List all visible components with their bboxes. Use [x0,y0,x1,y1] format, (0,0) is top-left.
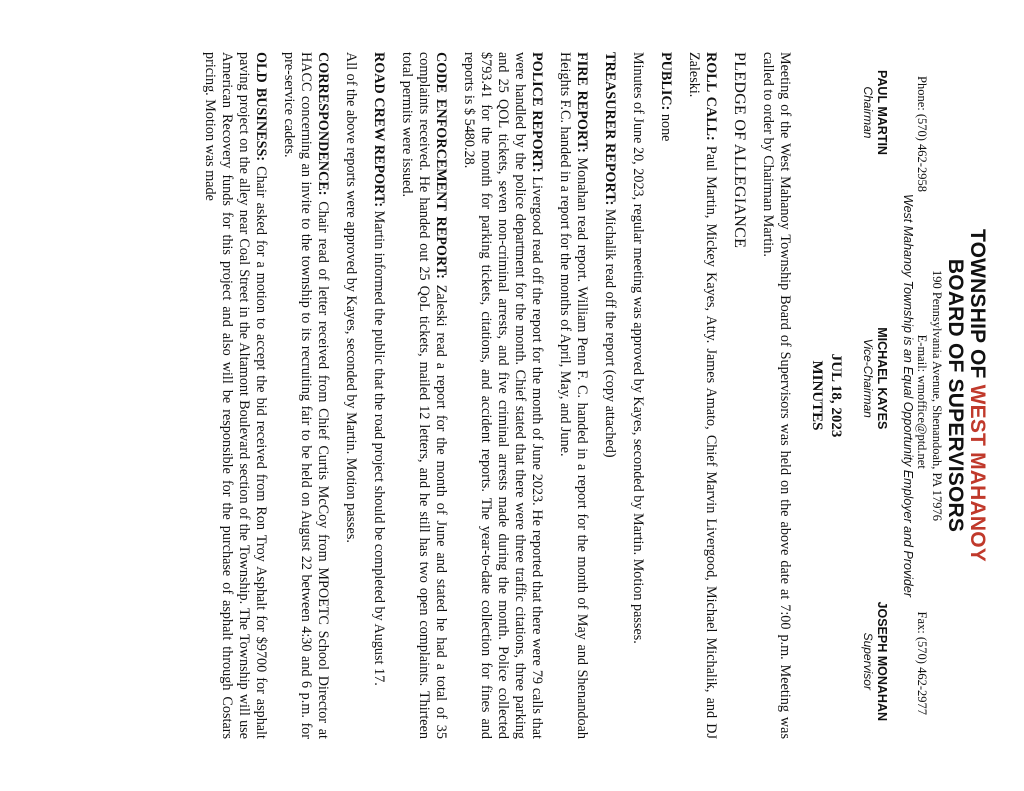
contact-row [915,52,929,739]
officers-row [861,52,889,739]
section-text: Monahan read report. William Penn F. C. handed in a report for the month of May and Shenandoah Heights F.C. handed in a report for the months of April, May, and June. [557,52,590,740]
fax-number: Fax: (570) 462-2977 [915,611,929,715]
section-text: Chair read of letter received from Chief Curtis McCoy from MPOETC School Director at HACC concerning an invite to the township to its recruiting fair to be held on August 22 between 4:30 and 6 p.m. for pre-service cadets. [281,52,331,739]
section-text: Martin informed the public that the road project should be completed by August 17. [371,207,387,686]
section-label: ROLL CALL: [703,52,719,141]
section-label: ROAD CREW REPORT: [371,52,387,208]
treasurer-paragraph [601,52,618,739]
officer-name: MICHAEL KAYES [875,327,889,430]
email-address: E-mail: wmoffice@ptd.net [915,334,929,469]
pledge-heading: PLEDGE OF ALLEGIANCE [731,52,748,249]
officer-chairman [861,70,889,155]
minutes-approval-paragraph: Minutes of June 20, 2023, regular meeting was approved by Kayes, seconded by Martin. Motion passes. [630,52,646,644]
fire-paragraph [556,52,590,739]
section-text: none [658,110,674,142]
equal-opportunity-statement: West Mahanoy Township is an Equal Opportunity Employer and Provider [901,194,915,597]
roll-call-paragraph [685,52,719,739]
section-text: Paul Martin, Mickey Kayes, Atty. James Amato, Chief Marvin Livergood, Michael Michalik, and DJ Zaleski. [686,52,719,739]
officer-role: Vice-Chairman [861,338,875,418]
officer-name: JOSEPH MONAHAN [875,601,889,721]
section-text: Michalik read off the report (copy attached) [602,205,618,458]
old-business-paragraph [201,52,269,739]
section-label: CORRESPONDENCE: [315,52,331,196]
section-label: CODE ENFORCEMENT REPORT: [433,52,449,279]
section-label: OLD BUSINESS: [253,52,269,162]
section-label: PUBLIC: [658,52,674,111]
intro-paragraph: Meeting of the West Mahanoy Township Board of Supervisors was held on the above date at 7:00 p.m. Meeting was called to order by Chairman Martin. [760,52,793,739]
address-line: 190 Pennsylvania Avenue, Shenandoah, PA 17976 [930,269,944,522]
correspondence-paragraph [280,52,331,739]
section-text: Zaleski read a report for the month of June and stated he had a total of 35 complaints received. He handed out 25 QoL tickets, mailed 12 letters, and he still has two open complaints. Thirteen total permits were issued. [399,52,449,739]
officer-vice-chairman [861,327,889,429]
code-enforcement-paragraph [398,52,449,739]
reports-approved-paragraph: All of the above reports were approved by Kayes, seconded by Martin. Motion passes. [343,52,359,543]
phone-number: Phone: (570) 462-2958 [915,76,929,192]
officer-name: PAUL MARTIN [875,70,889,155]
section-text: Chair asked for a motion to accept the bid received from Ron Troy Asphalt for $9700 for asphalt paving project on the alley near Coal Street in the Altamont Boulevard section of the Township. The Township will use American Recovery funds for this project and also will be responsible for the purchase of asphalt through Costars pricing. Motion was made [202,52,269,739]
police-paragraph [460,52,545,739]
township-title [966,52,988,739]
board-title: BOARD OF SUPERVISORS [944,258,967,533]
minutes-content [190,52,988,739]
officer-role: Chairman [861,86,875,139]
minutes-heading: MINUTES [809,360,825,431]
meeting-date: JUL 18, 2023 [828,353,844,438]
section-text: Livergood read off the report for the month of June 2023. He reported that there were 79 calls that were handled by the police department for the month. Chief stated that there were three traffic citations, three parking and 25 QOL tickets, seven non-criminal arrests, and five criminal arrests made during the month. Police collected $793.41 for the month for parking tickets, citations, and accident reports. The year-to-date collection for fines and reports is $ 5480.28. [461,52,545,739]
title-highlight: WEST MAHANOY [966,384,989,563]
section-label: FIRE REPORT: [574,52,590,153]
title-prefix: TOWNSHIP OF [966,228,989,385]
public-paragraph [657,52,674,739]
section-label: POLICE REPORT: [529,52,545,173]
road-crew-paragraph [370,52,387,739]
officer-supervisor [861,602,889,721]
section-label: TREASURER REPORT: [602,52,618,206]
officer-role: Supervisor [861,632,875,690]
